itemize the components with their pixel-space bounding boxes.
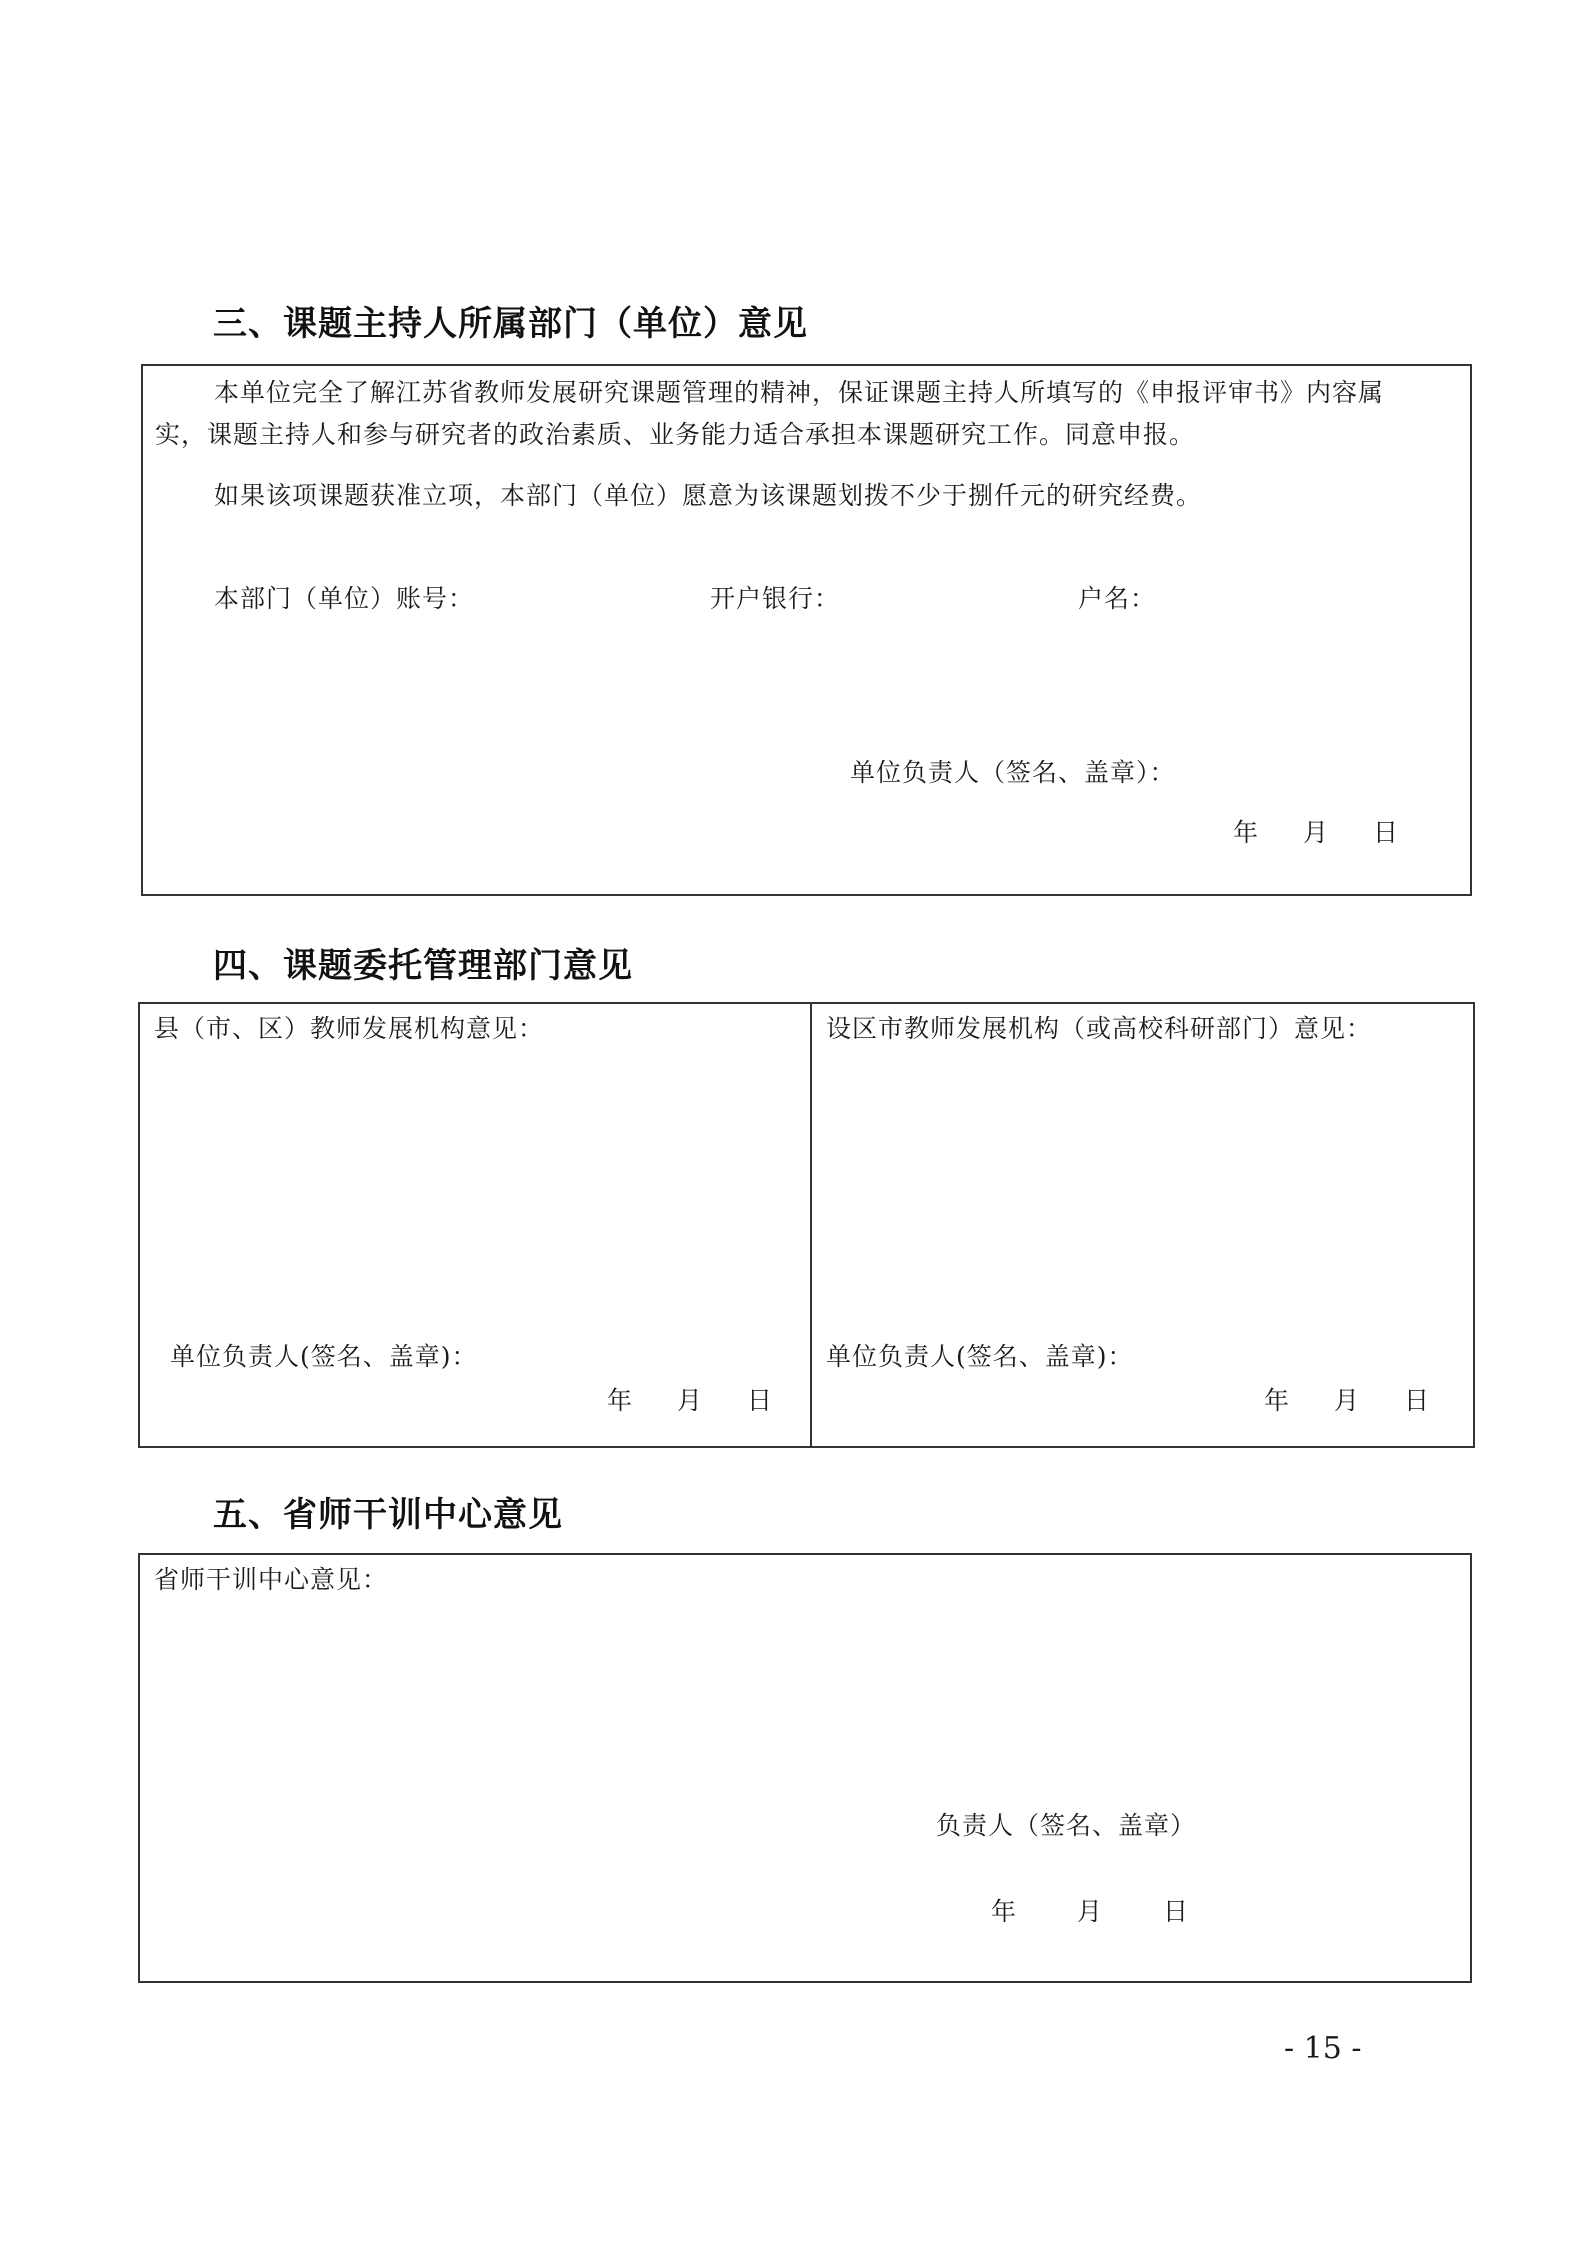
- center-day-label: 日: [1163, 1897, 1189, 1926]
- center-month-label: 月: [1077, 1897, 1103, 1926]
- center-year-label: 年: [991, 1897, 1017, 1926]
- city-month-label: 月: [1334, 1386, 1360, 1415]
- section4-opinion-box: [138, 1002, 1475, 1448]
- county-date: [607, 1388, 772, 1413]
- year-label: 年: [1233, 818, 1259, 847]
- section3-opinion-box: [141, 364, 1472, 896]
- county-month-label: 月: [677, 1386, 703, 1415]
- city-year-label: 年: [1264, 1386, 1290, 1415]
- center-signature-label: 负责人（签名、盖章）: [936, 1811, 1197, 1840]
- city-day-label: 日: [1404, 1386, 1430, 1415]
- county-signature-label: 单位负责人(签名、盖章)：: [170, 1342, 478, 1371]
- section3-heading: 三、课题主持人所属部门（单位）意见: [213, 304, 808, 344]
- city-signature-label: 单位负责人(签名、盖章)：: [826, 1342, 1134, 1371]
- section3-para2: 如果该项课题获准立项，本部门（单位）愿意为该课题划拨不少于捌仟元的研究经费。: [214, 481, 1203, 510]
- center-date: [991, 1899, 1188, 1924]
- day-label: 日: [1373, 818, 1399, 847]
- county-day-label: 日: [747, 1386, 773, 1415]
- section3-signature-label: 单位负责人（签名、盖章）：: [850, 758, 1176, 787]
- section3-para1-line1: 本单位完全了解江苏省教师发展研究课题管理的精神，保证课题主持人所填写的《申报评审书》内容属: [214, 378, 1385, 407]
- county-opinion-title: 县（市、区）教师发展机构意见：: [154, 1014, 545, 1043]
- section5-opinion-box: [138, 1553, 1472, 1983]
- section3-para1-line2: 实，课题主持人和参与研究者的政治素质、业务能力适合承担本课题研究工作。同意申报。: [155, 420, 1196, 449]
- page-number: - 15 -: [1284, 2031, 1362, 2066]
- holder-label: 户名：: [1078, 584, 1157, 613]
- section4-column-divider: [810, 1004, 812, 1446]
- month-label: 月: [1303, 818, 1329, 847]
- city-date: [1264, 1388, 1429, 1413]
- center-opinion-title: 省师干训中心意见：: [154, 1565, 389, 1594]
- section4-heading: 四、课题委托管理部门意见: [213, 946, 633, 986]
- city-opinion-title: 设区市教师发展机构（或高校科研部门）意见：: [826, 1014, 1373, 1043]
- bank-label: 开户银行：: [710, 584, 841, 613]
- section5-heading: 五、省师干训中心意见: [213, 1495, 563, 1535]
- section3-date: [1233, 820, 1398, 845]
- county-year-label: 年: [607, 1386, 633, 1415]
- account-label: 本部门（单位）账号：: [214, 584, 475, 613]
